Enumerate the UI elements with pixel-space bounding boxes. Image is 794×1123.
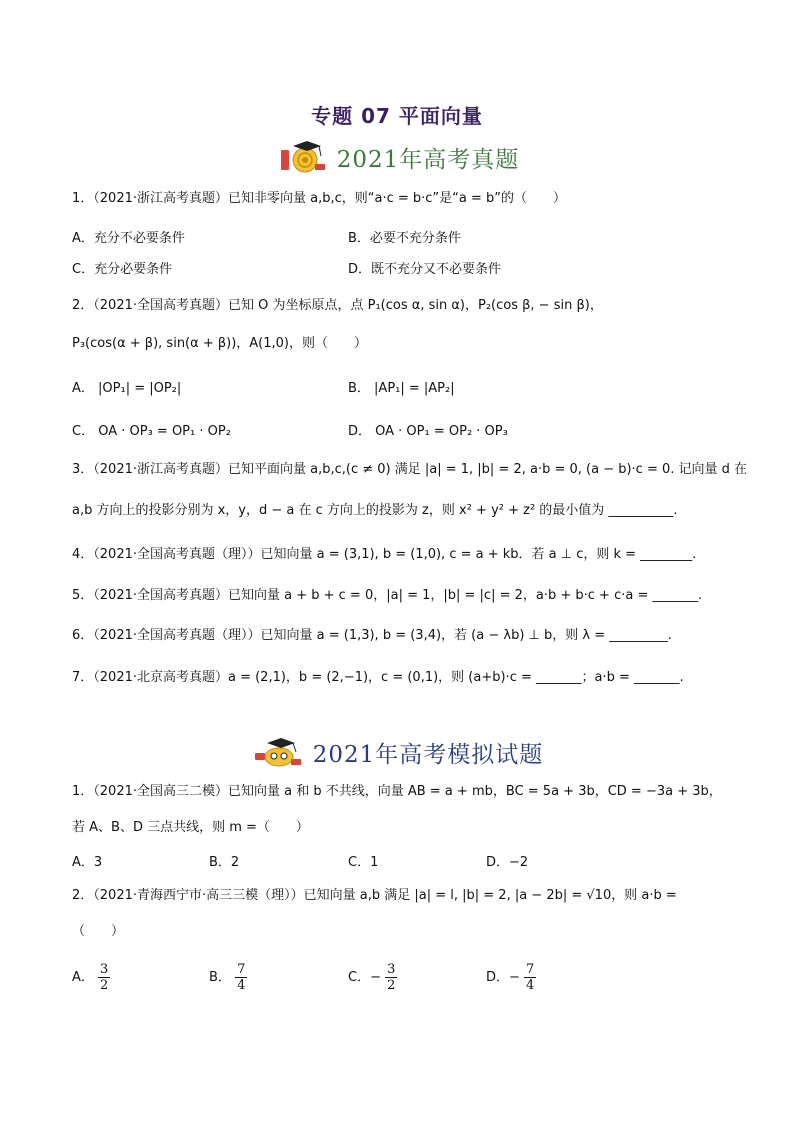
fraction-numerator: 3 [387,962,396,977]
option-label: B． [209,970,231,985]
option-label: D．− [486,970,520,985]
section-heading-label: 2021年高考真题 [336,146,520,173]
fraction-denominator: 2 [387,978,396,993]
mock-q1-option-c: C．1 [348,855,379,870]
q2-option-a: A． |OP₁| = |OP₂| [72,381,182,396]
graduate-mascot-icon [251,733,303,771]
mock-q1-option-d: D．−2 [486,855,529,870]
question-7-stem: 7．（2021·北京高考真题）a = (2,1)，b = (2,−1)，c = (0,1)，则 (a+b)·c = _______；a·b = _______. [72,670,684,685]
q1-option-d: D．既不充分又不必要条件 [348,262,502,277]
q1-option-a: A．充分不必要条件 [72,231,185,246]
fraction [235,962,247,993]
mock-q2-option-d [486,962,536,993]
mock-question-2-stem-line-2: （ ） [72,924,125,939]
question-2-stem-line-1: 2．（2021·全国高考真题）已知 O 为坐标原点，点 P₁(cos α, sin α)，P₂(cos β, − sin β)， [72,298,603,313]
fraction-denominator: 4 [237,978,246,993]
question-1-stem: 1．（2021·浙江高考真题）已知非零向量 a,b,c，则“a·c = b·c”是“a = b”的（ ） [72,191,567,206]
fraction-numerator: 3 [100,962,109,977]
section-heading-real-exams [0,138,794,176]
q2-option-d: D． OA · OP₁ = OP₂ · OP₃ [348,424,508,439]
mock-q2-option-c [348,962,397,993]
mock-question-1-stem-line-1: 1．（2021·全国高三二模）已知向量 a 和 b 不共线，向量 AB = a + mb，BC = 5a + 3b，CD = −3a + 3b， [72,784,722,799]
question-3-stem-line-1: 3．（2021·浙江高考真题）已知平面向量 a,b,c,(c ≠ 0) 满足 |a| = 1, |b| = 2, a·b = 0, (a − b)·c = 0. 记向量 d 在 [72,462,748,477]
q2-option-b: B． |AP₁| = |AP₂| [348,381,455,396]
fraction [524,962,536,993]
q1-option-c: C．充分必要条件 [72,262,173,277]
fraction [385,962,397,993]
question-3-stem-line-2: a,b 方向上的投影分别为 x，y，d − a 在 c 方向上的投影为 z，则 x² + y² + z² 的最小值为 __________. [72,503,678,518]
mock-question-2-stem-line-1: 2．（2021·青海西宁市·高三三模（理））已知向量 a,b 满足 |a| = l, |b| = 2, |a − 2b| = √10，则 a·b = [72,888,677,903]
mock-q1-option-b: B．2 [209,855,240,870]
fraction-denominator: 2 [100,978,109,993]
mock-q2-option-b [209,962,247,993]
q2-option-c: C． OA · OP₃ = OP₁ · OP₂ [72,424,231,439]
graduate-mascot-icon [275,138,327,176]
option-label: A． [72,970,94,985]
mock-q2-option-a [72,962,110,993]
page-title: 专题 07 平面向量 [311,104,483,128]
section-heading-mock-exams [0,733,794,771]
question-2-stem-line-2: P₃(cos(α + β), sin(α + β))，A(1,0)，则（ ） [72,336,368,351]
fraction [98,962,110,993]
mock-question-1-stem-line-2: 若 A、B、D 三点共线，则 m =（ ） [72,820,309,835]
option-label: C．− [348,970,381,985]
question-6-stem: 6．（2021·全国高考真题（理））已知向量 a = (1,3), b = (3,4)，若 (a − λb) ⊥ b，则 λ = _________. [72,628,672,643]
q1-option-b: B．必要不充分条件 [348,231,461,246]
fraction-denominator: 4 [526,978,535,993]
question-4-stem: 4．（2021·全国高考真题（理））已知向量 a = (3,1), b = (1,0), c = a + kb．若 a ⊥ c，则 k = ________. [72,547,697,562]
fraction-numerator: 7 [237,962,246,977]
mock-q1-option-a: A．3 [72,855,103,870]
fraction-numerator: 7 [526,962,535,977]
question-5-stem: 5．（2021·全国高考真题）已知向量 a + b + c = 0，|a| = 1，|b| = |c| = 2，a·b + b·c + c·a = _______. [72,588,703,603]
section-heading-label: 2021年高考模拟试题 [312,741,544,768]
